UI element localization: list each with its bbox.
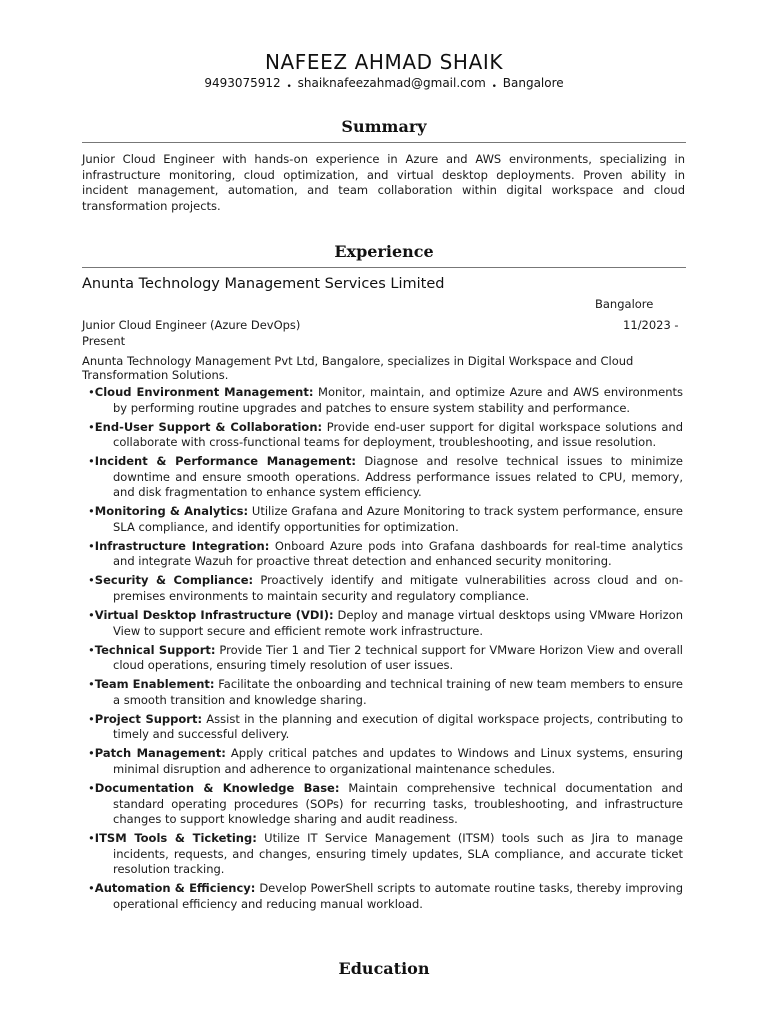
bullet-marker: • [88, 781, 95, 796]
bullet-marker: • [88, 677, 95, 692]
bullet-marker: • [88, 831, 95, 846]
bullet-text: Monitor, maintain, and optimize Azure and AWS environments by performing routine upgrades and patches to ensure system stability and performance. [113, 385, 683, 415]
list-item [88, 881, 683, 912]
bullet-heading: Infrastructure Integration: [94, 538, 270, 553]
list-item [88, 712, 683, 743]
list-item [88, 539, 683, 570]
bullet-heading: Team Enablement: [94, 677, 215, 692]
bullet-marker: • [88, 711, 95, 726]
job-dates: 11/2023 - [623, 318, 679, 332]
bullet-marker: • [88, 642, 95, 657]
bullet-text: Provide Tier 1 and Tier 2 technical support for VMware Horizon View and overall cloud operations, ensuring timely resolution of user issues. [113, 642, 683, 673]
bullet-text: Maintain comprehensive technical documentation and standard operating procedures (SOPs) for recurring tasks, troubleshooting, and infrastructure changes to support knowledge sharing and audit readiness. [113, 781, 683, 827]
list-item [88, 746, 683, 777]
bullet-marker: • [88, 504, 95, 519]
bullet-text: Provide end-user support for digital workspace solutions and collaborate with cross-functional teams for deployment, troubleshooting, and issue resolution. [113, 419, 684, 450]
bullet-heading: Automation & Efficiency: [94, 881, 256, 896]
bullet-text: Utilize IT Service Management (ITSM) tools such as Jira to manage incidents, requests, and changes, ensuring timely updates, SLA compliance, and accurate ticket resolution tracking. [113, 831, 684, 877]
bullet-heading: End-User Support & Collaboration: [94, 419, 323, 434]
bullet-marker: • [88, 454, 95, 469]
bullet-heading: Technical Support: [94, 642, 216, 657]
bullet-heading: Virtual Desktop Infrastructure (VDI): [94, 608, 334, 623]
bullet-heading: ITSM Tools & Ticketing: [94, 831, 257, 846]
list-item [88, 420, 683, 451]
company-name: Anunta Technology Management Services Limited [82, 276, 445, 292]
job-title: Junior Cloud Engineer (Azure DevOps) [82, 318, 301, 332]
home-location: Bangalore [502, 76, 564, 90]
bullet-heading: Incident & Performance Management: [94, 454, 357, 469]
bullet-marker: • [88, 538, 95, 553]
bullet-text: Proactively identify and mitigate vulnerabilities across cloud and on-premises environments to maintain security and regulatory compliance. [113, 573, 683, 603]
list-item [88, 454, 683, 501]
bullet-marker: • [88, 385, 95, 399]
bullet-text: Diagnose and resolve technical issues to minimize downtime and ensure smooth operations. Address performance issues related to CPU, memory, and disk fragmentation to enhance system efficiency. [113, 454, 683, 500]
bullet-text: Apply critical patches and updates to Windows and Linux systems, ensuring minimal disruption and adherence to organizational maintenance schedules. [113, 746, 683, 776]
list-item [88, 831, 683, 878]
list-item [88, 608, 683, 639]
bullet-heading: Project Support: [94, 711, 203, 726]
bullet-text: Assist in the planning and execution of digital workspace projects, contributing to timely and successful delivery. [113, 711, 683, 742]
bullet-text: Utilize Grafana and Azure Monitoring to track system performance, ensure SLA compliance, and identify opportunities for optimization. [113, 504, 683, 534]
bullet-heading: Documentation & Knowledge Base: [94, 781, 340, 796]
list-item [88, 781, 683, 828]
bullet-heading: Security & Compliance: [94, 573, 254, 588]
email-address: shaiknafeezahmad@gmail.com [297, 76, 486, 90]
bullet-heading: Patch Management: [94, 746, 226, 761]
bullet-heading: Cloud Environment Management: [94, 385, 314, 399]
list-item [88, 504, 683, 535]
education-heading: Education [338, 959, 430, 978]
phone-number: 9493075912 [204, 76, 281, 90]
list-item [88, 677, 683, 708]
bullet-text: Develop PowerShell scripts to automate routine tasks, thereby improving operational efficiency and reducing manual workload. [113, 881, 683, 911]
bullet-marker: • [88, 573, 95, 588]
bullet-text: Deploy and manage virtual desktops using VMware Horizon View to support secure and efficient remote work infrastructure. [113, 608, 683, 638]
contact-line [0, 76, 768, 92]
summary-text: Junior Cloud Engineer with hands-on experience in Azure and AWS environments, specializing in infrastructure monitoring, cloud optimization, and virtual desktop deployments. Proven ability in incident management, automation, and team collaboration within digital workspace and cloud transformation projects. [82, 152, 685, 213]
bullet-text: Onboard Azure pods into Grafana dashboards for real-time analytics and integrate Wazuh for proactive threat detection and enhanced security monitoring. [113, 538, 683, 569]
bullet-marker: • [88, 746, 95, 761]
bullet-marker: • [88, 419, 95, 434]
contact-separator: • [491, 82, 497, 92]
candidate-name: NAFEEZ AHMAD SHAIK [264, 50, 504, 74]
experience-heading: Experience [334, 242, 434, 261]
bullet-text: Facilitate the onboarding and technical training of new team members to ensure a smooth transition and knowledge sharing. [113, 677, 683, 707]
responsibility-list [88, 385, 683, 916]
bullet-marker: • [88, 608, 95, 623]
list-item [88, 573, 683, 604]
summary-divider [82, 142, 686, 143]
contact-separator: • [286, 82, 292, 92]
company-description: Anunta Technology Management Pvt Ltd, Bangalore, specializes in Digital Workspace and Cloud Transformation Solutions. [82, 354, 634, 382]
job-dates-end: Present [82, 334, 126, 348]
bullet-marker: • [88, 881, 95, 896]
summary-heading: Summary [341, 117, 427, 136]
experience-divider [82, 267, 686, 268]
list-item [88, 385, 683, 416]
list-item [88, 643, 683, 674]
bullet-heading: Monitoring & Analytics: [94, 504, 249, 519]
job-location: Bangalore [595, 297, 654, 311]
